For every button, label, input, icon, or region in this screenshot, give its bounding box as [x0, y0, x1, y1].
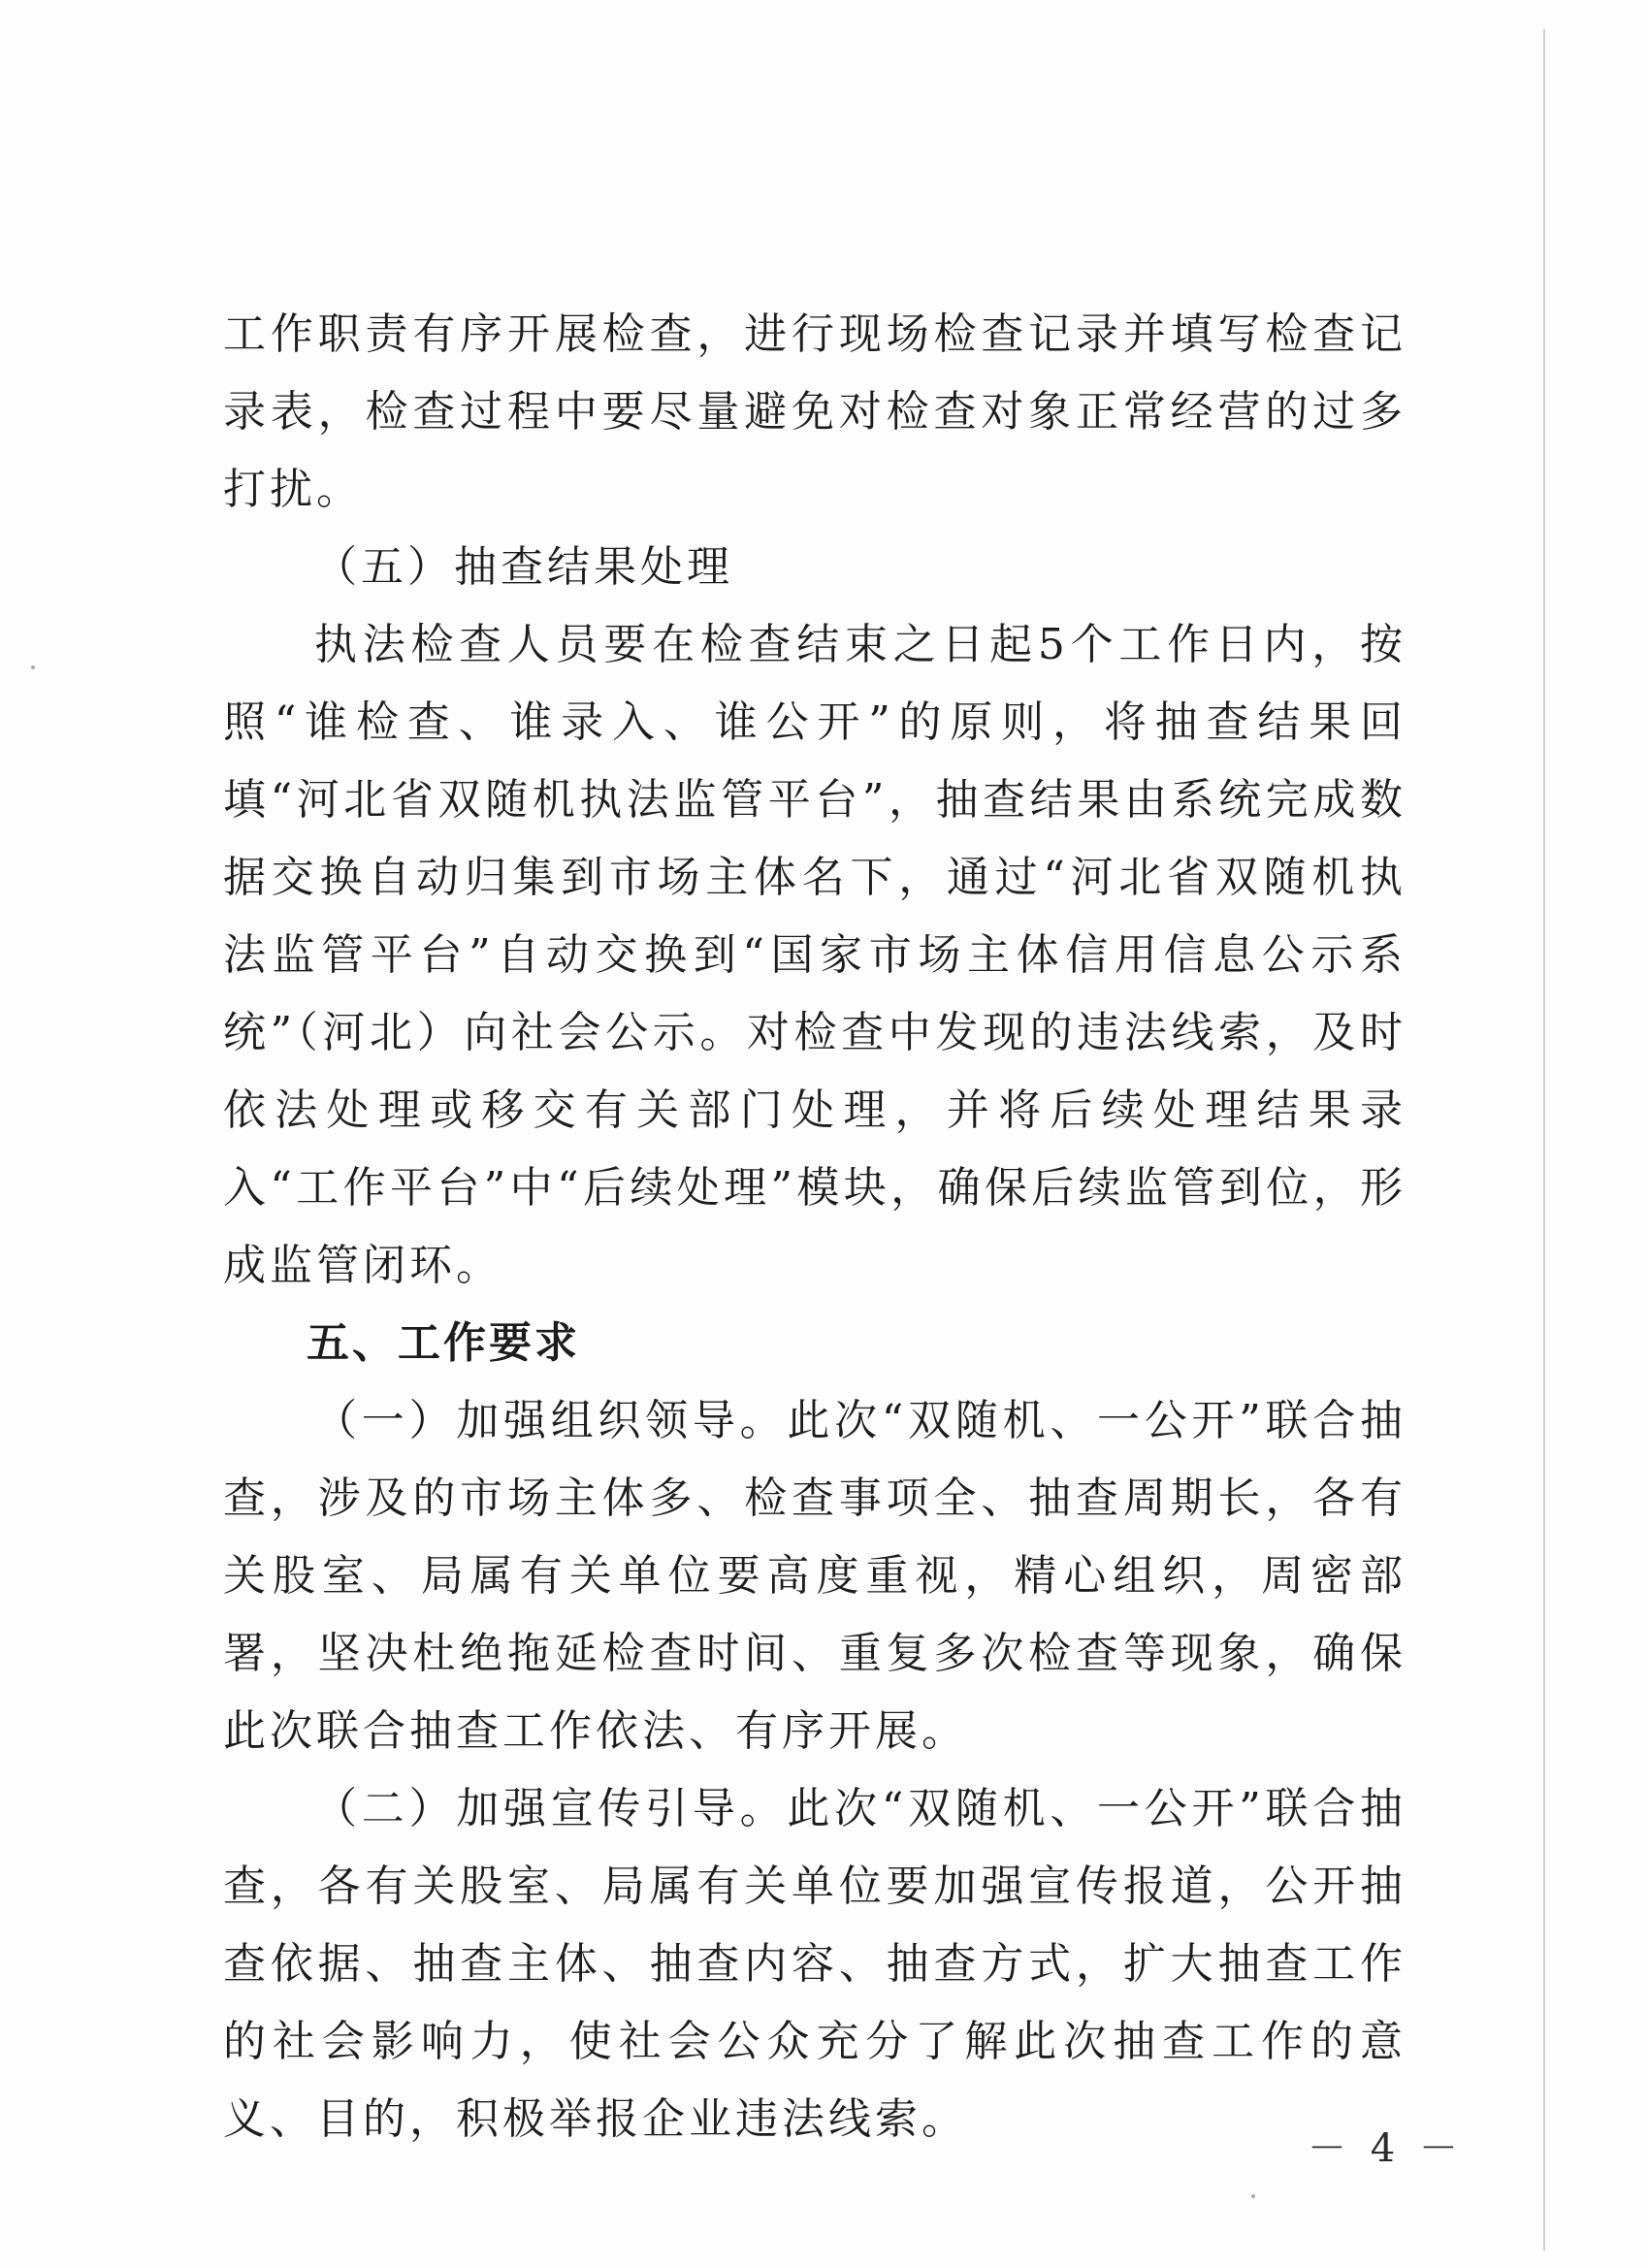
page-number: － 4 － [1308, 2126, 1464, 2171]
scan-speck [1251, 2194, 1255, 2198]
paragraph-organization-text: 此次“双随机、一公开”联合抽查，涉及的市场主体多、检查事项全、抽查周期长，各有关股室、局属有关单位要高度重视，精心组织，周密部署，坚决杜绝拖延检查时间、重复多次检查等现象，确保此次联合抽查工作依法、有序开展。 [223, 1396, 1406, 1756]
paragraph-publicity-text: 此次“双随机、一公开”联合抽查，各有关股室、局属有关单位要加强宣传报道，公开抽查依据、抽查主体、抽查内容、抽查方式，扩大抽查工作的社会影响力，使社会公众充分了解此次抽查工作的意义、目的，积极举报企业违法线索。 [223, 1784, 1406, 2144]
body-text [223, 296, 1406, 2158]
paragraph-organization [223, 1382, 1406, 1770]
section-heading-result-handling: （五）抽查结果处理 [314, 542, 733, 592]
chapter-heading-work-requirements: 五、工作要求 [307, 1318, 580, 1368]
paragraph-continuation: 工作职责有序开展检查，进行现场检查记录并填写检查记录表，检查过程中要尽量避免对检查对象正常经营的过多打扰。 [223, 309, 1406, 514]
inline-heading-publicity: （二）加强宣传引导。 [314, 1784, 788, 1833]
paragraph-result-handling: 执法检查人员要在检查结束之日起5个工作日内，按照“谁检查、谁录入、谁公开”的原则，将抽查结果回填“河北省双随机执法监管平台”，抽查结果由系统完成数据交换自动归集到市场主体名下，通过“河北省双随机执法监管平台”自动交换到“国家市场主体信用信息公示系统”（河北）向社会公示。对检查中发现的违法线索，及时依法处理或移交有关部门处理，并将后续处理结果录入“工作平台”中“后续处理”模块，确保后续监管到位，形成监管闭环。 [223, 620, 1406, 1290]
scan-speck [31, 665, 35, 669]
scan-border-line [1543, 29, 1545, 2251]
inline-heading-organization: （一）加强组织领导。 [314, 1396, 788, 1445]
paragraph-publicity [223, 1770, 1406, 2158]
